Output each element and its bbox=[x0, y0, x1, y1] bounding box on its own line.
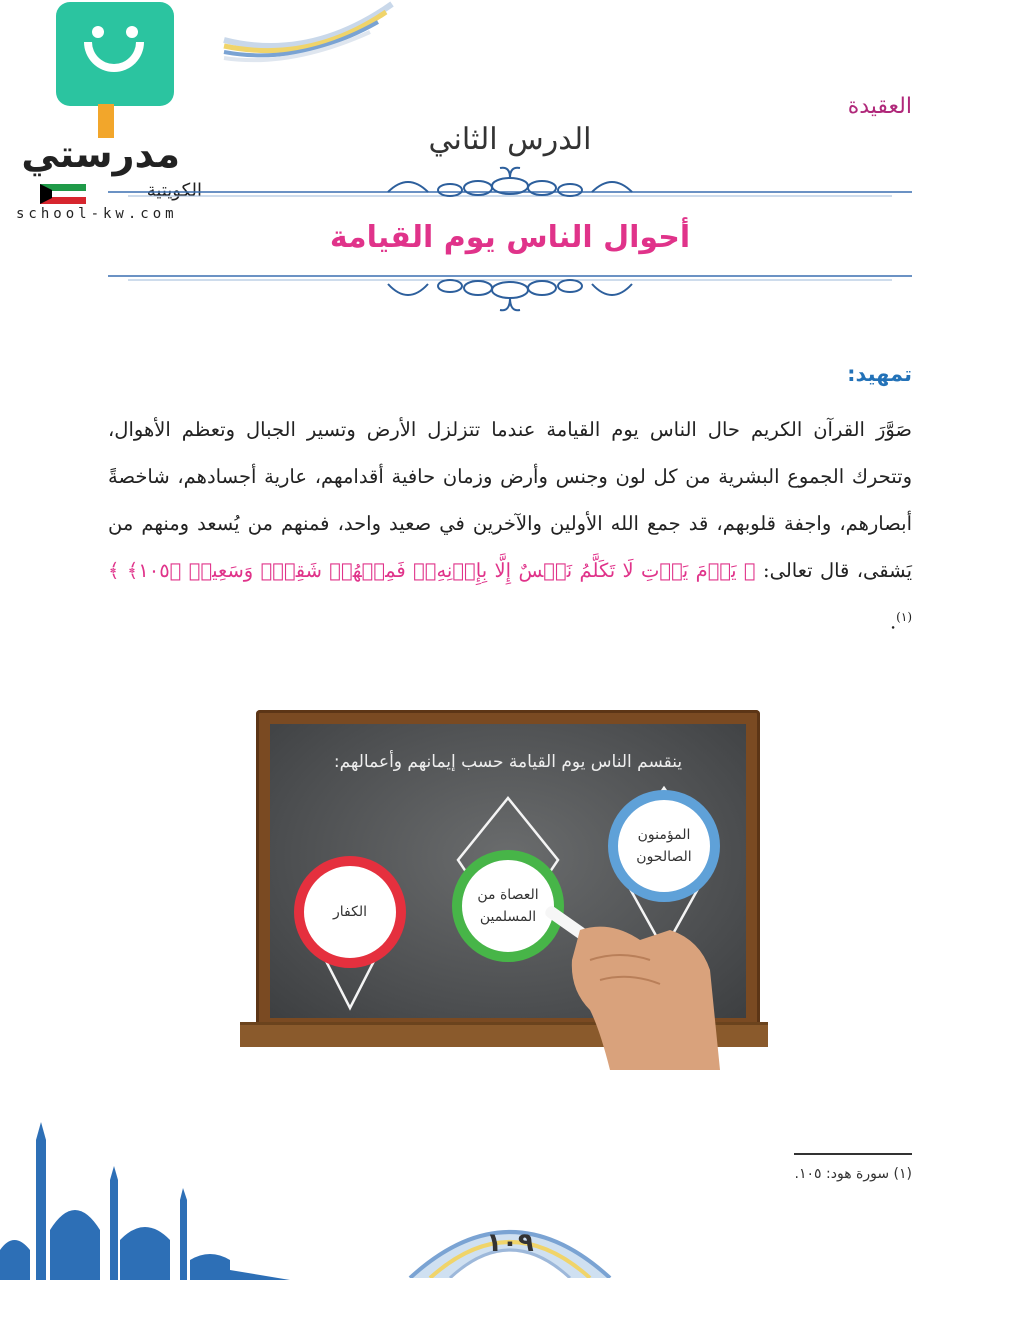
group-disbelievers bbox=[294, 856, 406, 968]
mosque-silhouette-icon bbox=[0, 1110, 290, 1280]
intro-heading: تمهيد: bbox=[847, 362, 912, 386]
ornament-bottom bbox=[108, 266, 912, 318]
kuwait-flag-icon bbox=[40, 184, 86, 204]
footnote: (١) سورة هود: ١٠٥. bbox=[794, 1166, 912, 1182]
swoosh-decoration bbox=[220, 0, 400, 70]
chalkboard-title: ينقسم الناس يوم القيامة حسب إيمانهم وأعمالهم: bbox=[333, 752, 683, 772]
ornament-top bbox=[108, 162, 912, 212]
lesson-title: أحوال الناس يوم القيامة bbox=[329, 220, 691, 255]
footnote-marker: (١) bbox=[896, 610, 912, 624]
footnote-rule bbox=[794, 1153, 912, 1155]
logo-name: مدرستي bbox=[21, 132, 180, 176]
logo-url: school-kw.com bbox=[16, 206, 178, 222]
group-believers-label: المؤمنون الصالحون bbox=[636, 827, 692, 865]
intro-end: . bbox=[889, 610, 897, 634]
lesson-number: الدرس الثاني bbox=[428, 122, 592, 157]
page-number: ١٠٩ bbox=[486, 1228, 534, 1258]
quran-verse: ﴿ يَوۡمَ يَأۡتِ لَا تَكَلَّمُ نَفۡسٌ إِلَّا بِإِذۡنِهِۦۚ فَمِنۡهُمۡ شَقِيّٞ وَسَعِيدٞ ﴿١٠٥﴾ ﴾ bbox=[108, 559, 756, 582]
logo-icon bbox=[56, 2, 174, 106]
group-disbelievers-label: الكفار bbox=[333, 904, 367, 920]
logo-country: الكويتية bbox=[146, 180, 202, 201]
hand-holding-chalk-icon bbox=[520, 900, 720, 1070]
group-sinners-label: العصاة من المسلمين bbox=[477, 887, 539, 925]
group-believers bbox=[608, 790, 720, 902]
intro-text: صَوَّرَ القرآن الكريم حال الناس يوم القيامة عندما تتزلزل الأرض وتسير الجبال وتعظم الأهوال، وتتحرك الجموع البشرية من كل لون وجنس وأرض وزمان حافية أقدامهم، عارية أجسادهم، شاخصةً أبصارهم، واجفة قلوبهم، قد جمع الله الأولين والآخرين في صعيد واحد، فمنهم من يُسعد ومنهم من يَشقى، قال تعالى: bbox=[108, 418, 912, 582]
subject-label: العقيدة bbox=[847, 94, 912, 119]
intro-paragraph bbox=[108, 406, 912, 646]
